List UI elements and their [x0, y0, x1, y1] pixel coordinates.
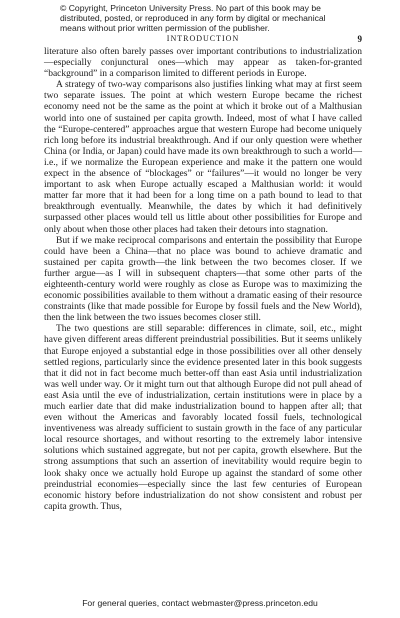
running-title: INTRODUCTION: [166, 34, 240, 43]
running-head: [44, 34, 362, 45]
paragraph: The two questions are still separable: differences in climate, soil, etc., might have given different areas different preindustrial possibilities. But it seems unlikely that Europe enjoyed a substantial edge in those possibilities over all other densely settled regions, particularly since the evidence presented later in this book suggests that it did not in fact become much better-off than east Asia until industrialization was well under way. Or it might turn out that although Europe did not pull ahead of east Asia until the eve of industrialization, certain institutions were in place by a much earlier date that did make industrialization bound to happen after all; that even without the Americas and favorably located fossil fuels, technological inventiveness was already sufficient to sustain growth in the face of any particular local resource shortages, and without resorting to the extremely labor intensive solutions which sustained aggregate, but not per capita, growth elsewhere. But the strong assumptions that such an assertion of inevitability would require begin to look shaky once we actually hold Europe up against the standard of some other preindustrial economies—especially since the last few centuries of European economic history before industrialization do not show consistent and robust per capita growth. Thus,: [44, 324, 362, 512]
copyright-notice: © Copyright, Princeton University Press. No part of this book may be distributed, posted, or reproduced in any form by digital or mechanical means without prior written permission of the publisher.: [60, 3, 326, 33]
paragraph: literature also often barely passes over important contributions to industrialization—especially conjunctural ones—which may appear as taken-for-granted “background” in a comparison limited to different periods in Europe.: [44, 47, 362, 80]
paragraph: A strategy of two-way comparisons also justifies linking what may at first seem two separate issues. The point at which western Europe became the richest economy need not be the same as the point at which it broke out of a Malthusian world into one of sustained per capita growth. Indeed, most of what I have called the “Europe-centered” approaches argue that western Europe had become uniquely rich long before its industrial breakthrough. And if our only question were whether China (or India, or Japan) could have made its own breakthrough to such a world—i.e., if we normalize the European experience and make it the pattern one would expect in the absence of “blockages” or “failures”—it would no longer be very important to ask when Europe actually escaped a Malthusian world: it would matter far more that it had been for a long time on a path bound to lead to that breakthrough eventually. Meanwhile, the dates by which it had definitively surpassed other places would tell us little about other possibilities for Europe and only about when those other places had taken their detours into stagnation.: [44, 80, 362, 235]
footer-contact: For general queries, contact webmaster@press.princeton.edu: [82, 598, 318, 608]
body-text: [44, 47, 362, 513]
page-number: 9: [357, 34, 362, 44]
paragraph: But if we make reciprocal comparisons and entertain the possibility that Europe could have been a China—that no place was bound to achieve dramatic and sustained per capita growth—the link between the two becomes closer. If we further argue—as I will in subsequent chapters—that some other parts of the eighteenth-century world were roughly as close as Europe was to maximizing the economic possibilities available to them without a dramatic easing of their resource constraints (like that made possible for Europe by fossil fuels and the New World), then the link between the two issues becomes closer still.: [44, 235, 362, 324]
